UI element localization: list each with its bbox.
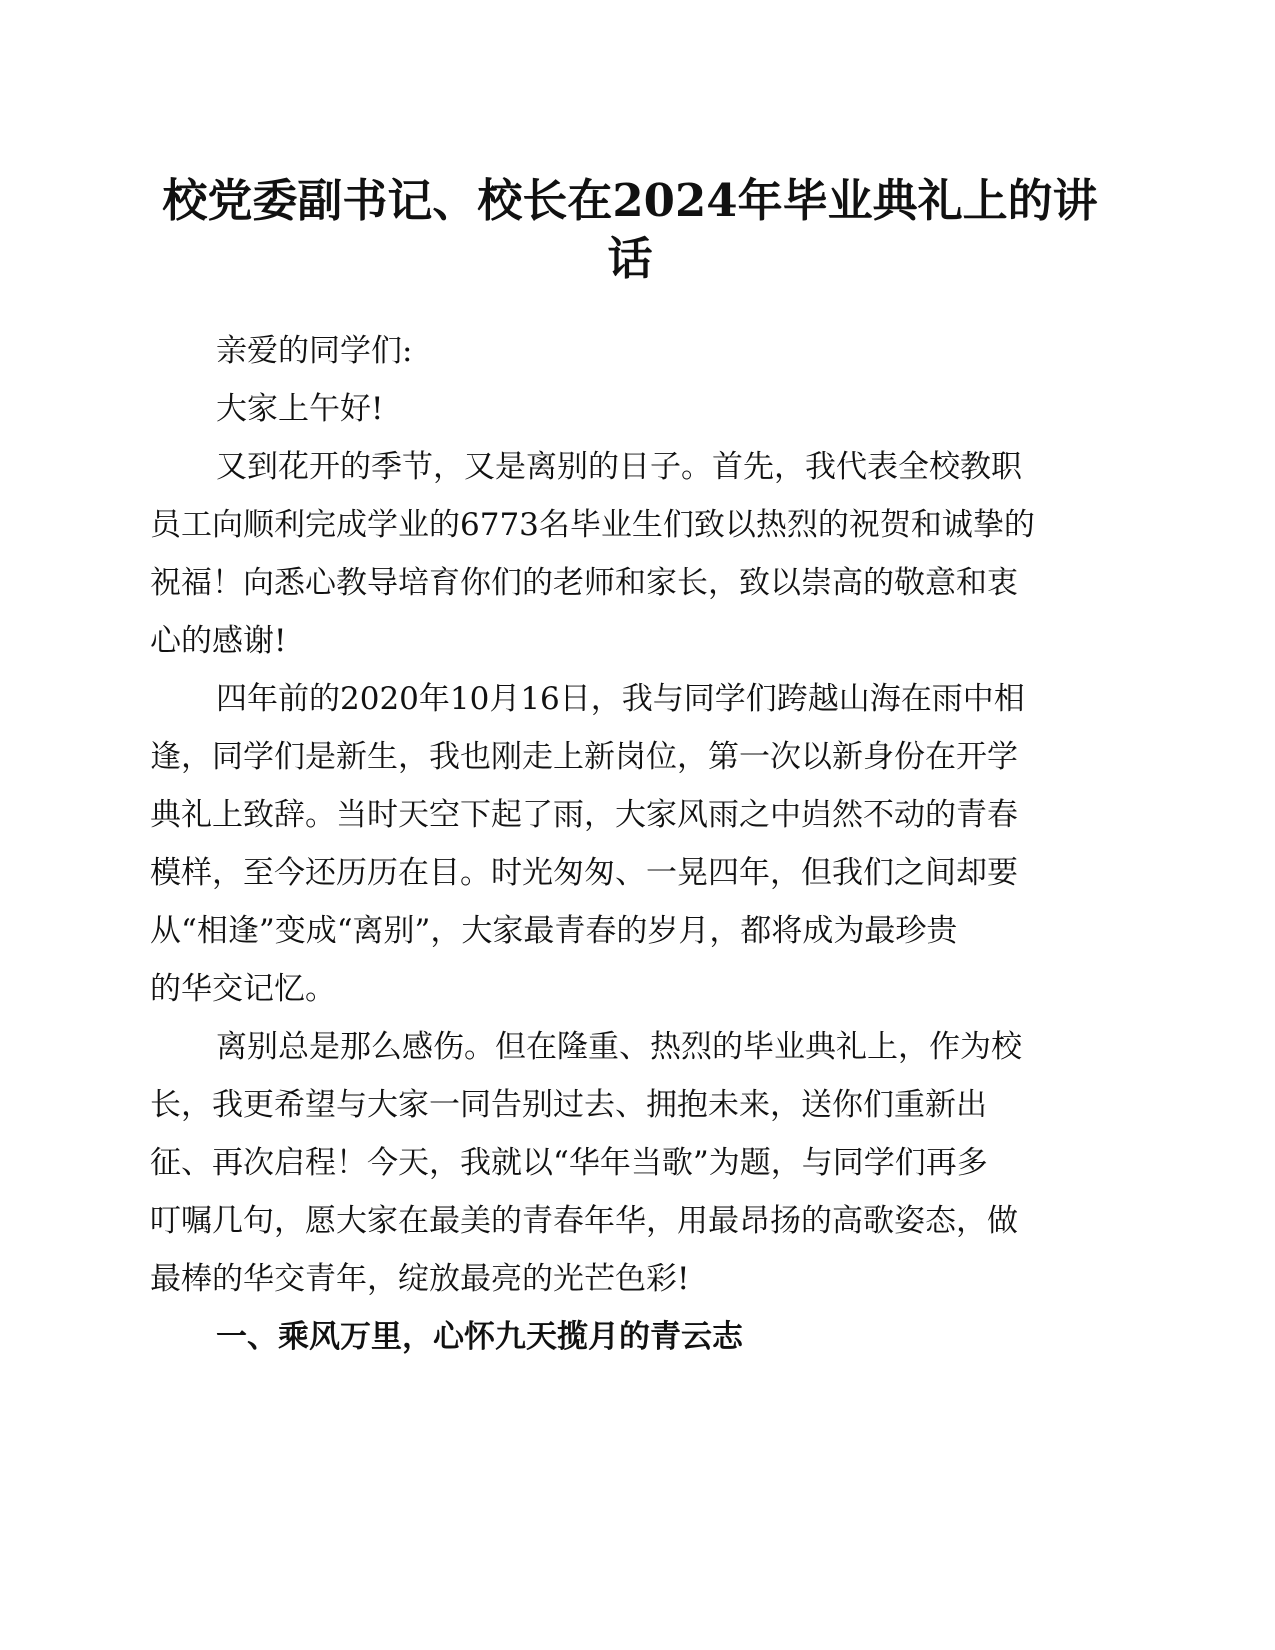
title-line-1: 校党委副书记、校长在2024年毕业典礼上的讲 xyxy=(162,174,1098,227)
salutation: 亲爱的同学们: xyxy=(216,333,413,369)
paragraph-line: 逢，同学们是新生，我也刚走上新岗位，第一次以新身份在开学 xyxy=(150,739,1018,775)
paragraph-line: 又到花开的季节，又是离别的日子。首先，我代表全校教职 xyxy=(216,449,1022,485)
paragraph-2 xyxy=(150,670,1110,1018)
paragraph-line: 征、再次启程！今天，我就以“华年当歌”为题，与同学们再多 xyxy=(150,1145,988,1181)
paragraph-line: 最棒的华交青年，绽放最亮的光芒色彩! xyxy=(150,1261,690,1297)
paragraph-line: 心的感谢! xyxy=(150,623,287,659)
paragraph-line: 四年前的2020年10月16日，我与同学们跨越山海在雨中相 xyxy=(216,681,1025,717)
paragraph-line: 员工向顺利完成学业的6773名毕业生们致以热烈的祝贺和诚挚的 xyxy=(150,507,1035,543)
paragraph-1 xyxy=(150,438,1110,670)
title-line-2: 话 xyxy=(607,232,653,285)
paragraph-line: 的华交记忆。 xyxy=(150,971,336,1007)
paragraph-line: 模样，至今还历历在目。时光匆匆、一晃四年，但我们之间却要 xyxy=(150,855,1018,891)
document-title xyxy=(150,172,1110,288)
section-heading: 一、乘风万里，心怀九天揽月的青云志 xyxy=(216,1319,743,1355)
greeting: 大家上午好! xyxy=(216,391,384,427)
paragraph-line: 叮嘱几句，愿大家在最美的青春年华，用最昂扬的高歌姿态，做 xyxy=(150,1203,1018,1239)
paragraph-line: 典礼上致辞。当时天空下起了雨，大家风雨之中岿然不动的青春 xyxy=(150,797,1018,833)
paragraph-line: 祝福！向悉心教导培育你们的老师和家长，致以崇高的敬意和衷 xyxy=(150,565,1018,601)
paragraph-line: 从“相逢”变成“离别”，大家最青春的岁月，都将成为最珍贵 xyxy=(150,913,958,949)
document-body xyxy=(150,322,1110,1366)
paragraph-3 xyxy=(150,1018,1110,1308)
paragraph-line: 长，我更希望与大家一同告别过去、拥抱未来，送你们重新出 xyxy=(150,1087,987,1123)
paragraph-line: 离别总是那么感伤。但在隆重、热烈的毕业典礼上，作为校 xyxy=(216,1029,1022,1065)
